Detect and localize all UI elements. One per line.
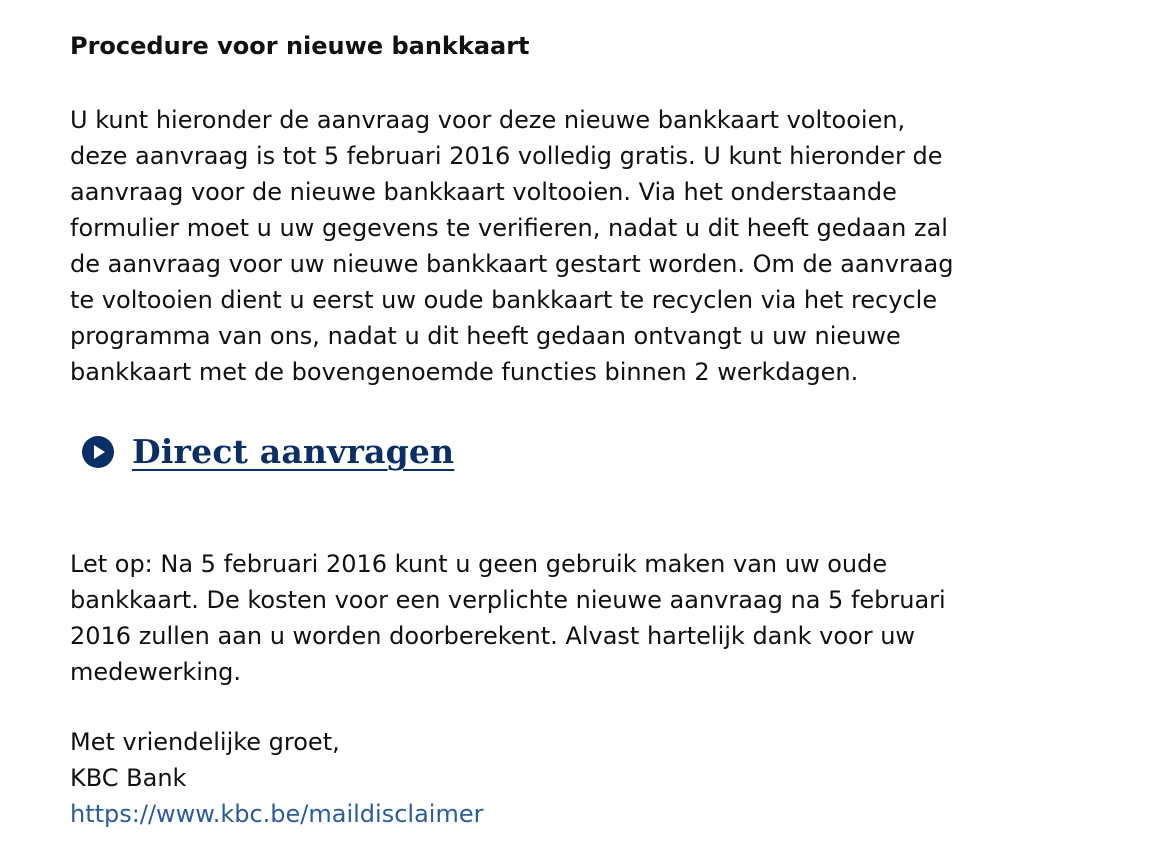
disclaimer-link[interactable]: https://www.kbc.be/maildisclaimer [70,800,484,828]
warning-line: Let op: Na 5 februari 2016 kunt u geen gebruik maken van uw oude [70,550,888,578]
warning-line: bankkaart. De kosten voor een verplichte nieuwe aanvraag na 5 februari [70,586,946,614]
intro-paragraph [70,102,1130,390]
intro-line: te voltooien dient u eerst uw oude bankkaart te recyclen via het recycle [70,286,938,314]
play-circle-icon [82,436,114,468]
email-title: Procedure voor nieuwe bankkaart [70,32,530,60]
intro-line: bankkaart met de bovengenoemde functies binnen 2 werkdagen. [70,358,859,386]
intro-line: deze aanvraag is tot 5 februari 2016 volledig gratis. U kunt hieronder de [70,142,943,170]
greeting: Met vriendelijke groet, [70,728,340,756]
direct-aanvragen-link[interactable] [82,432,454,472]
intro-line: aanvraag voor de nieuwe bankkaart voltooien. Via het onderstaande [70,178,897,206]
cta-label: Direct aanvragen [132,432,455,471]
intro-line: formulier moet u uw gegevens te verifieren, nadat u dit heeft gedaan zal [70,214,948,242]
intro-line: programma van ons, nadat u dit heeft gedaan ontvangt u uw nieuwe [70,322,901,350]
warning-paragraph [70,546,1130,690]
warning-line: 2016 zullen aan u worden doorberekent. Alvast hartelijk dank voor uw [70,622,916,650]
intro-line: U kunt hieronder de aanvraag voor deze nieuwe bankkaart voltooien, [70,106,906,134]
email-body [70,28,1130,828]
warning-line: medewerking. [70,658,242,686]
signoff [70,724,1130,832]
intro-line: de aanvraag voor uw nieuwe bankkaart gestart worden. Om de aanvraag [70,250,954,278]
sender-name: KBC Bank [70,764,187,792]
